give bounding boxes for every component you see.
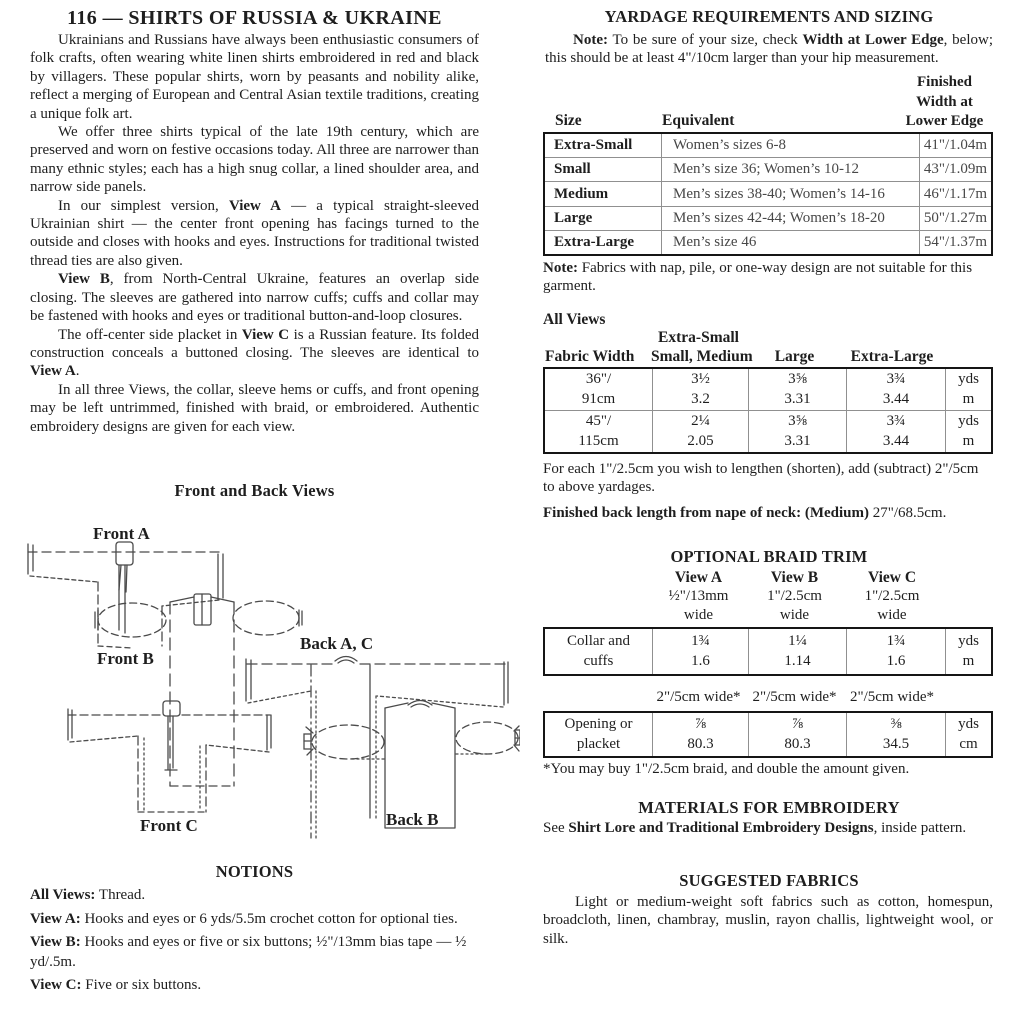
table-row xyxy=(545,181,991,205)
intro-p6-text: In all three Views, the collar, sleeve hems or cuffs, and front opening may be left untrimmed, finished with braid, or embroidered. Authentic embroidery designs are given for each view. xyxy=(30,381,479,435)
width-cell: 41"/1.04m xyxy=(919,134,991,157)
width-cell: 54"/1.37m xyxy=(919,231,991,254)
braid-amount-cell: 1¾ 1.6 xyxy=(652,629,748,674)
fabrics-heading: SUGGESTED FABRICS xyxy=(679,871,859,890)
finished-header-line1: Finished xyxy=(916,74,973,90)
equivalent-cell: Men’s size 46 xyxy=(661,231,919,254)
braid-amount-cell: 1¼ 1.14 xyxy=(748,629,846,674)
braid-width-b: 1"/2.5cm xyxy=(767,588,822,604)
width-cell: 43"/1.09m xyxy=(919,158,991,181)
yardage-cell: 3⅝ 3.31 xyxy=(748,369,846,410)
intro-paragraph-1 xyxy=(30,31,479,123)
intro-p5-text: The off-center side placket in xyxy=(58,326,242,343)
table-row xyxy=(545,629,991,674)
units-cell: yds m xyxy=(945,629,991,674)
equivalent-cell: Men’s sizes 38-40; Women’s 14-16 xyxy=(661,182,919,205)
notions-list xyxy=(30,886,482,1000)
width-at-lower-edge-ref: Width at Lower Edge xyxy=(802,32,944,48)
yardage-col1-header-line1: Extra-Small xyxy=(658,329,739,346)
table-row xyxy=(545,157,991,181)
view-a-mention-2: View A xyxy=(30,363,76,380)
table-row xyxy=(545,369,991,410)
view-a-mention: View A xyxy=(228,197,282,214)
yardage-cell: 3¾ 3.44 xyxy=(846,369,945,410)
width-cell: 46"/1.17m xyxy=(919,182,991,205)
notion-label: View B: xyxy=(30,934,81,950)
fabrics-paragraph: Light or medium-weight soft fabrics such as cotton, homespun, broadcloth, linen, chambray, muslin, rayon challis, lightweight wool, or silk. xyxy=(543,894,993,947)
notion-label: View C: xyxy=(30,977,82,993)
back-length-value: 27"/68.5cm. xyxy=(868,505,947,521)
equivalent-cell: Men’s size 36; Women’s 10-12 xyxy=(661,158,919,181)
equivalent-cell: Women’s sizes 6-8 xyxy=(661,134,919,157)
note-label: Note: xyxy=(543,260,578,276)
notion-view-a xyxy=(30,910,482,930)
fabric-note xyxy=(543,259,993,296)
intro-paragraph-4 xyxy=(30,270,479,325)
yardage-cell: 3⅝ 3.31 xyxy=(748,411,846,452)
notion-label: All Views: xyxy=(30,887,96,903)
equivalent-cell: Men’s sizes 42-44; Women’s 18-20 xyxy=(661,207,919,230)
view-c-mention: View C xyxy=(241,326,290,343)
finished-width-header xyxy=(896,73,993,132)
notion-view-c xyxy=(30,976,482,996)
embroidery-text-pre: See xyxy=(543,820,569,836)
label-front-a: Front A xyxy=(93,524,150,543)
braid-wide2-c: 2"/5cm wide* xyxy=(849,689,935,705)
note-label: Note: xyxy=(573,32,608,48)
table-row xyxy=(545,134,991,157)
intro-p3-text2: — a typical straight-sleeved Ukrainian shirt — the center front opening has facings turned to the outside and closes with hooks and eyes. Instructions for traditional twisted thread ties are also given. xyxy=(30,197,479,269)
notion-label: View A: xyxy=(30,910,81,927)
size-cell: Large xyxy=(554,209,593,226)
yardage-col2-header: Large xyxy=(774,348,815,365)
notion-text: Hooks and eyes or 6 yds/5.5m crochet cotton for optional ties. xyxy=(80,910,458,927)
braid-wide2-a: 2"/5cm wide* xyxy=(656,689,741,705)
finished-header-line3: Lower Edge xyxy=(905,113,984,129)
row-label-cell: Opening or placket xyxy=(564,716,633,752)
fabrics-text xyxy=(543,893,993,948)
finished-header-line2: Width at xyxy=(916,93,973,110)
intro-p2-text: We offer three shirts typical of the late 19th century, which are preserved and worn on festive occasions today. All three are narrower than many ethnic styles; each has a high snug collar, a lined shoulder area, and narrow side panels. xyxy=(30,124,479,196)
yardage-heading: YARDAGE REQUIREMENTS AND SIZING xyxy=(604,7,934,26)
note-text: To be sure of your size, check xyxy=(607,32,803,48)
intro-p5-text3: . xyxy=(75,363,80,380)
size-column-header: Size xyxy=(555,112,582,129)
intro-paragraph-5 xyxy=(30,326,479,381)
units-cell: yds m xyxy=(945,411,991,452)
braid-footnote: *You may buy 1"/2.5cm braid, and double the amount given. xyxy=(543,761,910,777)
row-label-cell: Collar and cuffs xyxy=(567,633,630,669)
intro-p3-text: In our simplest version, xyxy=(58,197,229,214)
size-note xyxy=(545,31,993,68)
lengthen-note: For each 1"/2.5cm you wish to lengthen (shorten), add (subtract) 2"/5cm to above yardages. xyxy=(543,461,979,496)
size-cell: Extra-Large xyxy=(554,233,634,250)
embroidery-text-post: , inside pattern. xyxy=(873,820,967,836)
intro-paragraph-2 xyxy=(30,123,479,197)
back-length-note xyxy=(543,505,946,522)
label-back-b: Back B xyxy=(386,810,439,829)
front-back-views-heading: Front and Back Views xyxy=(174,481,335,500)
table-row xyxy=(545,713,991,756)
size-cell: Medium xyxy=(554,185,609,202)
braid-amount-cell: ⅞ 80.3 xyxy=(652,713,748,756)
width-cell: 50"/1.27m xyxy=(919,207,991,230)
all-views-label: All Views xyxy=(543,311,606,328)
label-back-ac: Back A, C xyxy=(300,634,374,653)
view-b-mention: View B xyxy=(58,271,110,288)
note-text: Fabrics with nap, pile, or one-way design are not suitable for this garment. xyxy=(543,260,973,295)
embroidery-text xyxy=(543,819,993,837)
back-length-label: Finished back length from nape of neck: (Medium) xyxy=(543,505,869,521)
notion-text: Hooks and eyes or five or six buttons; ½"/13mm bias tape — ½ yd/.5m. xyxy=(30,934,467,970)
yardage-col1-header-line2: Small, Medium xyxy=(651,348,753,365)
braid-view-b-header: View B xyxy=(770,569,819,586)
fabric-width-cell: 36"/ 91cm xyxy=(581,371,616,407)
table-row xyxy=(545,230,991,254)
braid-collar-table xyxy=(543,627,993,676)
intro-p1-text: Ukrainians and Russians have always been enthusiastic consumers of folk crafts, often wearing white linen shirts embroidered in red and black by villagers. These popular shirts, worn by peasants and nobility alike, reflect a merging of European and Central Asian textile traditions, creating a unique folk art. xyxy=(30,32,479,122)
label-front-c: Front C xyxy=(140,816,198,835)
braid-amount-cell: 1¾ 1.6 xyxy=(846,629,945,674)
yardage-table xyxy=(543,367,993,454)
yardage-cell: 3¾ 3.44 xyxy=(846,411,945,452)
braid-amount-cell: ⅞ 80.3 xyxy=(748,713,846,756)
braid-placket-table xyxy=(543,711,993,758)
braid-width-a: ½"/13mm xyxy=(668,588,729,604)
size-cell: Small xyxy=(554,161,591,178)
braid-amount-cell: ⅜ 34.5 xyxy=(846,713,945,756)
intro-paragraph-6 xyxy=(30,381,479,436)
braid-view-c-header: View C xyxy=(867,569,917,586)
braid-wide-a: wide xyxy=(683,607,714,623)
braid-wide2-b: 2"/5cm wide* xyxy=(752,689,837,705)
intro-p5-text2: is a Russian feature. Its folded construction conceals a buttoned closing. The sleeves are identical to xyxy=(30,326,479,361)
table-row xyxy=(545,410,991,452)
notion-text: Five or six buttons. xyxy=(81,977,202,993)
notion-view-b xyxy=(30,933,482,972)
shirt-drawings xyxy=(10,518,520,853)
braid-trim-heading: OPTIONAL BRAID TRIM xyxy=(670,547,868,566)
braid-wide-b: wide xyxy=(779,607,810,623)
note-text2: , below; this should be at least 4"/10cm larger than your hip measurement. xyxy=(545,32,993,67)
intro-paragraph-3 xyxy=(30,197,479,271)
notion-all-views xyxy=(30,886,482,906)
equivalent-column-header: Equivalent xyxy=(662,112,735,129)
braid-width-c: 1"/2.5cm xyxy=(864,588,920,604)
sizing-table xyxy=(543,132,993,256)
fabric-width-cell: 45"/ 115cm xyxy=(578,413,619,449)
yardage-col3-header: Extra-Large xyxy=(850,348,934,365)
size-note-paragraph xyxy=(545,31,993,68)
size-cell: Extra-Small xyxy=(554,137,633,154)
intro-p4-text: , from North-Central Ukraine, features an overlap side closing. The sleeves are gathered into narrow cuffs; cuffs and collar may be fastened with hooks and eyes or traditional button-and-loop closures. xyxy=(30,271,479,325)
yardage-cell: 2¼ 2.05 xyxy=(652,411,748,452)
units-cell: yds cm xyxy=(945,713,991,756)
yardage-cell: 3½ 3.2 xyxy=(652,369,748,410)
units-cell: yds m xyxy=(945,369,991,410)
embroidery-reference: Shirt Lore and Traditional Embroidery Designs xyxy=(568,820,874,836)
table-row xyxy=(545,206,991,230)
notion-text: Thread. xyxy=(95,887,146,903)
page-title: 116 — SHIRTS OF RUSSIA & UKRAINE xyxy=(67,7,442,29)
notions-heading: NOTIONS xyxy=(215,862,294,881)
intro-text xyxy=(30,31,479,436)
braid-view-a-header: View A xyxy=(674,569,723,586)
braid-wide-c: wide xyxy=(877,607,907,623)
embroidery-heading: MATERIALS FOR EMBROIDERY xyxy=(638,798,900,817)
fabric-width-header: Fabric Width xyxy=(545,348,635,365)
label-front-b: Front B xyxy=(97,649,154,668)
